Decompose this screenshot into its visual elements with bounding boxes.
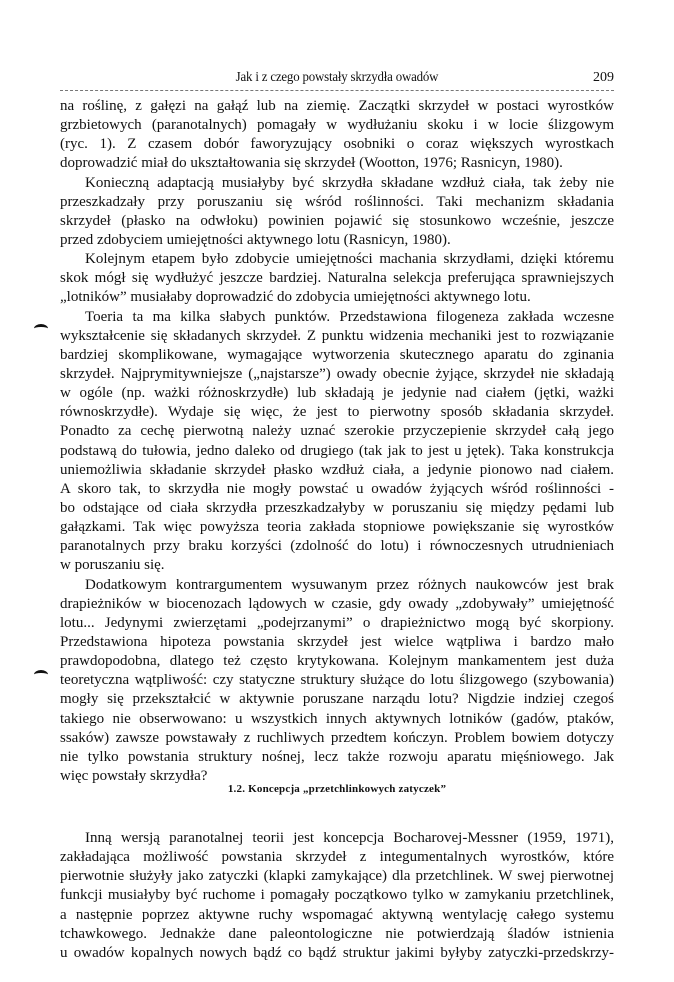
header-title: Jak i z czego powstały skrzydła owadów <box>235 70 439 85</box>
paragraph-start-line: Toeria ta ma kilka słabych punktów. Przedstawiona filogeneza zakłada wczesne <box>85 308 614 325</box>
text-line: równoskrzydłe). Wydaje się więc, że jest to pierwotny sposób składania skrzydeł. <box>60 404 614 421</box>
text-line: skok mógł się wydłużyć jeszcze bardziej. Naturalna selekcja preferująca sprawniejszych <box>60 270 614 287</box>
text-line: drapieżników w biocenozach lądowych w czasie, gdy owady „zdobywały” umiejętność <box>60 595 614 612</box>
text-line: uniemożliwia składanie skrzydeł płasko wzdłuż ciała, a jedynie pionowo nad ciałem. <box>60 461 614 478</box>
text-line: funkcji musiałyby być ruchome i pomagały początkowo tylko w zamykaniu przetchlinek, <box>60 887 614 904</box>
text-line: u owadów kopalnych nowych bądź co bądź struktur jakimi byłyby zatyczki-przedskrzy- <box>60 944 614 961</box>
text-line: nie tylko powstania struktury nośnej, lecz także rozwoju aparatu mięśniowego. Jak <box>60 748 614 765</box>
text-line: Przedstawiona hipoteza powstania skrzydeł jest wielce wątpliwa i bardzo mało <box>60 633 614 650</box>
text-line: w poruszaniu się. <box>60 557 165 574</box>
text-line: skrzydeł. Najprymitywniejsze („najstarsze”) owady obecnie żyjące, skrzydeł nie składają <box>60 365 614 382</box>
text-line: tchawkowego. Jednakże dane paleontologiczne nie potwierdzają śladów istnienia <box>60 925 614 942</box>
text-line: doprowadzić miał do ukształtowania się skrzydeł (Wootton, 1976; Rasnicyn, 1980). <box>60 155 563 172</box>
paragraph-start-line: Dodatkowym kontrargumentem wysuwanym przez różnych naukowców jest brak <box>85 576 614 593</box>
paragraph-start-line: Konieczną adaptacją musiałyby być skrzydła składane wzdłuż ciała, tak żeby nie <box>85 174 614 191</box>
text-line: A skoro tak, to skrzydła nie mogły powstać u owadów żyjących wśród roślinności - <box>60 480 614 497</box>
text-line: paranotalnych przy braku korzyści (zdolność do lotu) i równoczesnych utrudnieniach <box>60 538 614 555</box>
text-line: ssaków) zawsze powstawały z ruchliwych przedtem kończyn. Problem bowiem dotyczy <box>60 729 614 746</box>
text-line: (ryc. 1). Z czasem dobór faworyzujący osobniki o coraz większych wyrostkach <box>60 136 614 153</box>
margin-correction-mark-icon <box>34 324 48 333</box>
text-line: takiego nie obserwowano: u wszystkich innych aktywnych lotników (gadów, ptaków, <box>60 710 614 727</box>
section-body-text <box>60 829 614 963</box>
text-line: teoretyczna wątpliwość: czy statyczne struktury służące do lotu ślizgowego (szybowania) <box>60 672 614 689</box>
text-line: „lotników” musiałaby doprowadzić do zdobycia umiejętności aktywnego lotu. <box>60 289 531 306</box>
text-line: bo odstające od ciała skrzydła przeszkadzałyby w poruszaniu się między pędami lub <box>60 499 614 516</box>
section-heading: 1.2. Koncepcja „przetchlinkowych zatyczek” <box>227 783 447 795</box>
text-line: bardziej skomplikowane, wymagające wytworzenia skutecznego aparatu do zginania <box>60 346 614 363</box>
margin-correction-mark-icon <box>34 670 48 679</box>
text-line: skrzydeł (płasko na odwłoku) powinien pojawić się stosunkowo wcześnie, jeszcze <box>60 212 614 229</box>
text-line: przed zdobyciem umiejętności aktywnego lotu (Rasnicyn, 1980). <box>60 231 451 248</box>
body-text <box>60 97 614 786</box>
text-line: więc powstały skrzydła? <box>60 767 208 784</box>
paragraph-start-line: Kolejnym etapem było zdobycie umiejętności machania skrzydłami, dzięki któremu <box>85 251 614 268</box>
text-line: na roślinę, z gałęzi na gałąź lub na ziemię. Zaczątki skrzydeł w postaci wyrostków <box>60 98 614 114</box>
text-line: podstawą do tułowia, jedno daleko od drugiego (tak jak to jest u jętek). Taka konstrukcja <box>60 442 614 459</box>
paragraph-start-line: Inną wersją paranotalnej teorii jest koncepcja Bocharovej-Messner (1959, 1971), <box>85 830 614 846</box>
text-line: grzbietowych (paranotalnych) pomagały w wydłużaniu skoku i w locie ślizgowym <box>60 117 614 134</box>
text-line: prawdopodobna, dlatego też często krytykowana. Kolejnym mankamentem jest duża <box>60 653 614 670</box>
text-line: gałązkami. Tak więc powyższa teoria zakłada stopniowe powiększanie się wyrostków <box>60 519 614 536</box>
text-line: w ogóle (np. ważki różnoskrzydłe) lub składają je jedynie nad ciałem (jętki, ważki <box>60 385 614 402</box>
running-header <box>60 68 614 91</box>
text-line: lotu... Jedynymi zwierzętami „podejrzanymi” o drapieżnictwo mogą być skorpiony. <box>60 614 614 631</box>
text-line: pierwotnie służyły jako zatyczki (klapki zamykające) dla przetchlinek. W swej pierwotnej <box>60 868 614 885</box>
text-line: zakładająca możliwość powstania skrzydeł z integumentalnych wyrostków, które <box>60 849 614 866</box>
text-line: mogły się przekształcić w aktywnie poruszane narządu lotu? Nigdzie indziej czegoś <box>60 691 614 708</box>
text-line: a następnie poprzez aktywne ruchy wspomagać aktywną wentylację całego systemu <box>60 906 614 923</box>
text-line: przeszkadzały przy poruszaniu się wśród roślinności. Taki mechanizm składania <box>60 193 614 210</box>
page-number: 209 <box>593 70 614 85</box>
text-line: Ponadto za cechę pierwotną należy uznać szerokie przyczepienie skrzydeł całą jego <box>60 423 614 440</box>
text-line: wykształcenie się składanych skrzydeł. Z punktu widzenia mechaniki jest to rozwiązanie <box>60 327 614 344</box>
